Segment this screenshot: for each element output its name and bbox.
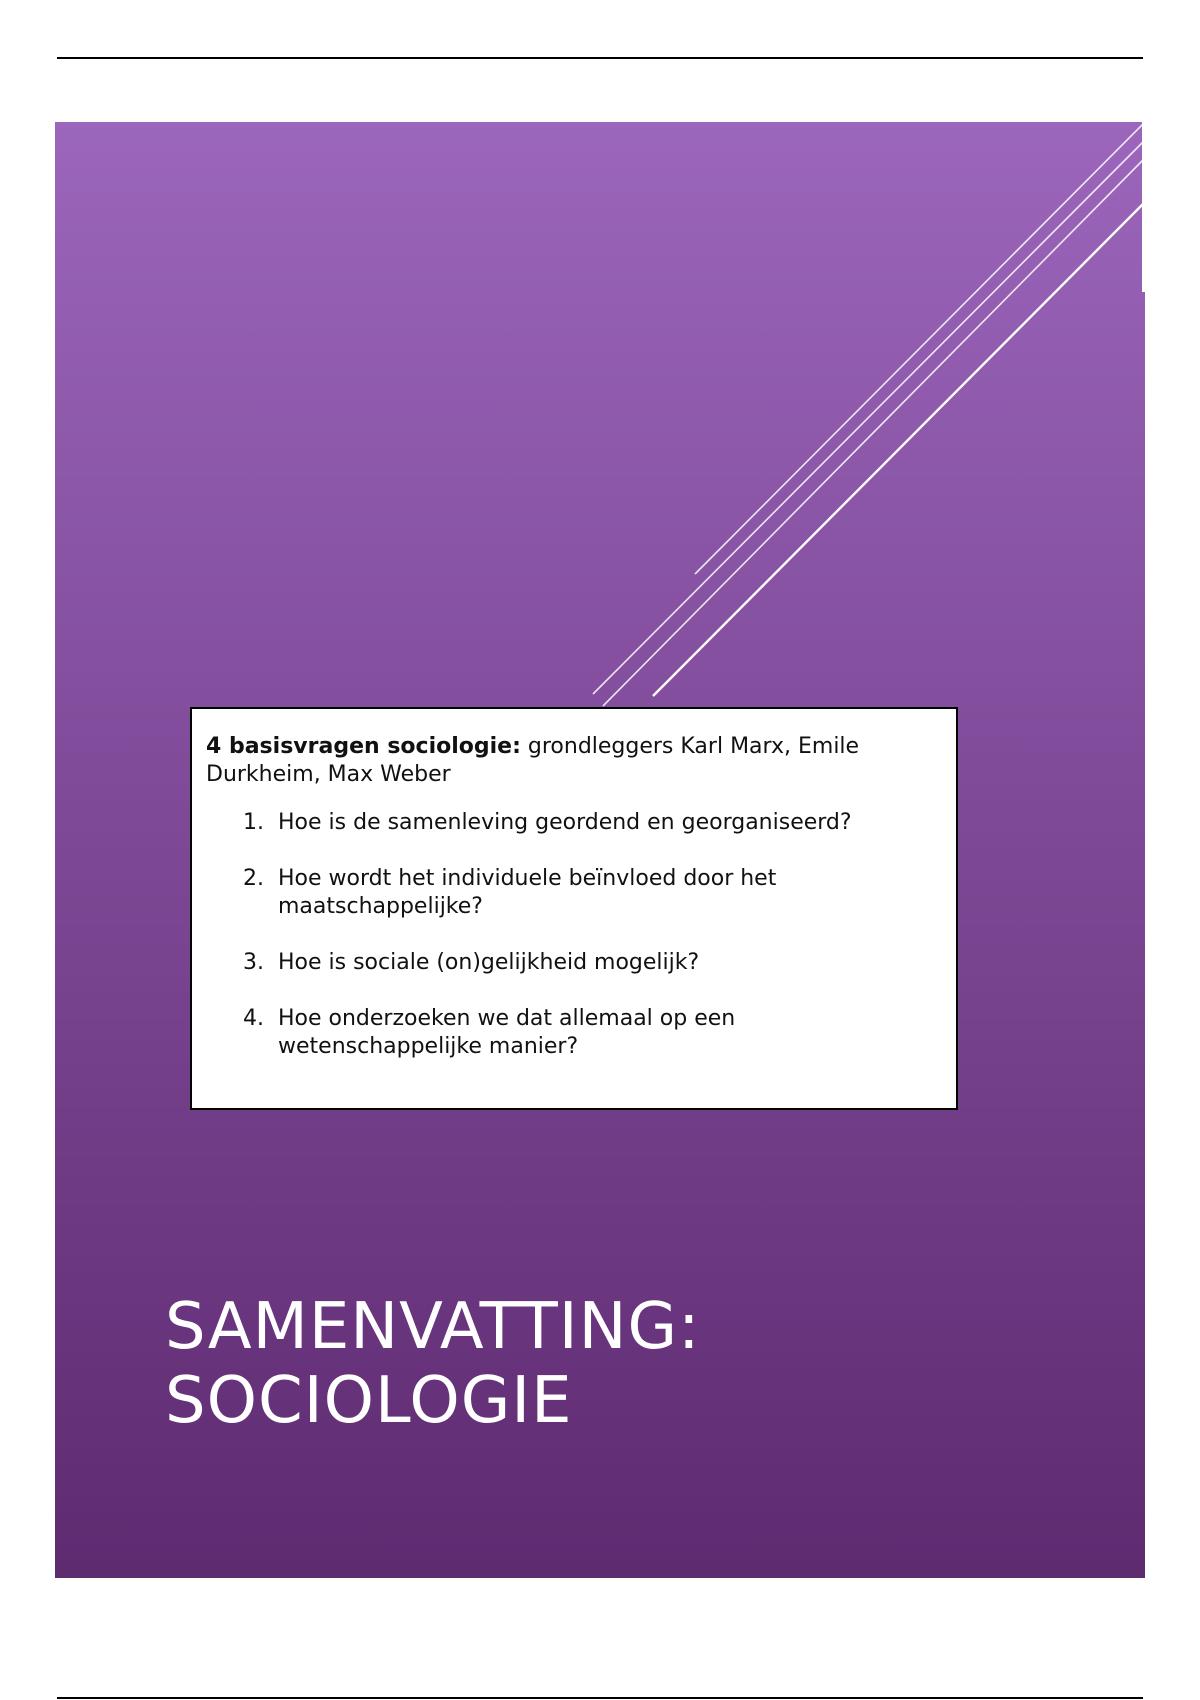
questions-list (206, 809, 942, 1061)
list-item-number: 1. (243, 810, 264, 835)
list-item-text: Hoe wordt het individuele beïnvloed door het maatschappelijke? (278, 866, 777, 919)
basic-questions-box (190, 707, 958, 1110)
list-item-number: 3. (243, 950, 264, 975)
list-item (206, 1005, 942, 1061)
list-item-text: Hoe onderzoeken we dat allemaal op een wetenschappelijke manier? (278, 1006, 736, 1059)
decorative-edge-stripe (1142, 122, 1145, 292)
list-item-text: Hoe is de samenleving geordend en georganiseerd? (278, 810, 852, 835)
list-item (206, 809, 942, 837)
list-item-number: 4. (243, 1006, 264, 1031)
list-item-number: 2. (243, 866, 264, 891)
header-rule (57, 57, 1143, 59)
box-intro-bold: 4 basisvragen sociologie: (206, 734, 521, 759)
footer-rule (57, 1697, 1143, 1699)
list-item (206, 865, 942, 921)
list-item-text: Hoe is sociale (on)gelijkheid mogelijk? (278, 950, 700, 975)
box-intro (206, 733, 942, 789)
box-intro-rest: grondleggers Karl Marx, Emile Durkheim, Max Weber (206, 734, 860, 787)
list-item (206, 949, 942, 977)
document-title-line-1: SAMENVATTING: (165, 1290, 701, 1364)
document-title (165, 1290, 701, 1438)
document-title-line-2: SOCIOLOGIE (165, 1364, 573, 1438)
